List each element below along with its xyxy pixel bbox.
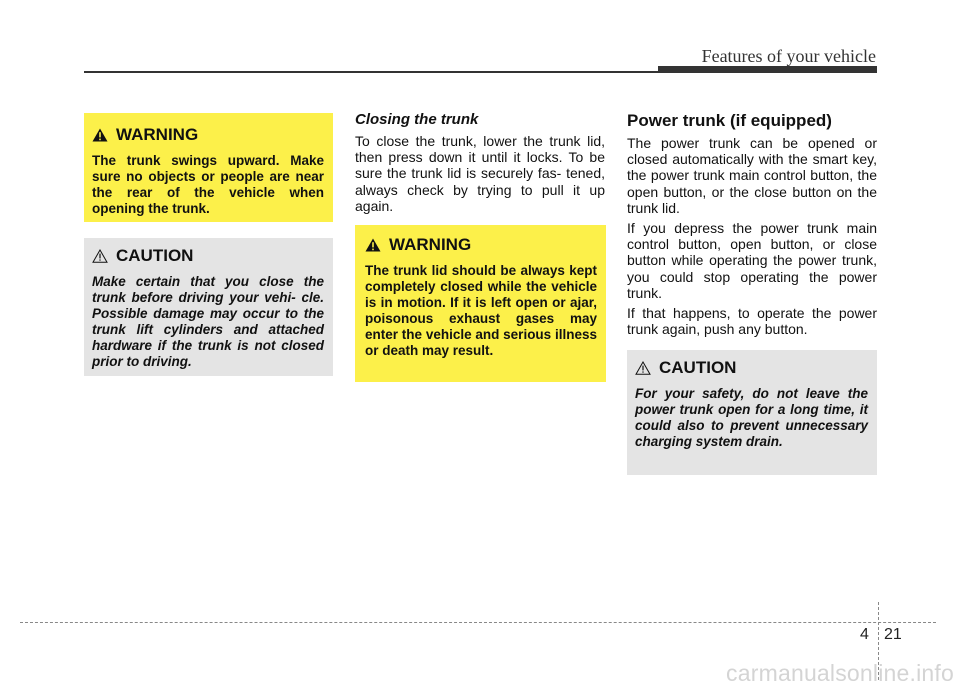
warning-box-trunk-swings [84, 113, 333, 222]
warning-triangle-filled-icon [92, 128, 108, 142]
caution-box-power-trunk [627, 350, 877, 475]
power-trunk-paragraph: If that happens, to operate the power trunk again, push any button. [627, 305, 877, 338]
warning-triangle-filled-icon [365, 238, 381, 252]
caution-title: CAUTION [659, 358, 737, 377]
header-rule-thick [658, 66, 877, 73]
closing-trunk-heading: Closing the trunk [355, 111, 479, 128]
chapter-number: 4 [860, 626, 869, 643]
power-trunk-heading: Power trunk (if equipped) [627, 111, 832, 130]
warning-title: WARNING [389, 235, 472, 254]
watermark: carmanualsonline.info [726, 660, 954, 686]
page-header-title: Features of your vehicle [701, 46, 876, 66]
caution-title: CAUTION [116, 246, 194, 265]
warning-title: WARNING [116, 125, 199, 144]
caution-text: Make certain that you close the trunk before driving your vehi- cle. Possible damage may occur to the trunk lift cylinders and attached hardware if the trunk is not closed prior to driving. [92, 274, 324, 369]
power-trunk-paragraph: If you depress the power trunk main control button, open button, or close button while operating the power trunk, you could stop operating the power trunk. [627, 220, 877, 301]
closing-trunk-text: To close the trunk, lower the trunk lid, then press down it until it locks. To be sure the trunk lid is securely fas- tened, always check by trying to pull it up again. [355, 133, 605, 214]
caution-triangle-outline-icon [635, 361, 651, 375]
warning-text: The trunk swings upward. Make sure no objects or people are near the rear of the vehicle when opening the trunk. [92, 153, 324, 216]
page-number: 21 [884, 626, 902, 643]
caution-box-close-trunk [84, 238, 333, 376]
warning-box-trunk-lid-closed [355, 225, 606, 382]
power-trunk-paragraph: The power trunk can be opened or closed automatically with the smart key, the power trunk main control button, the open button, or the close button on the trunk lid. [627, 135, 877, 216]
footer-dashed-rule [20, 622, 936, 623]
warning-text: The trunk lid should be always kept completely closed while the vehicle is in motion. If it is left open or ajar, poisonous exhaust gases may enter the vehicle and serious illness or death may result. [365, 263, 597, 358]
caution-triangle-outline-icon [92, 249, 108, 263]
caution-text: For your safety, do not leave the power trunk open for a long time, it could also to prevent unnecessary charging system drain. [635, 386, 868, 449]
